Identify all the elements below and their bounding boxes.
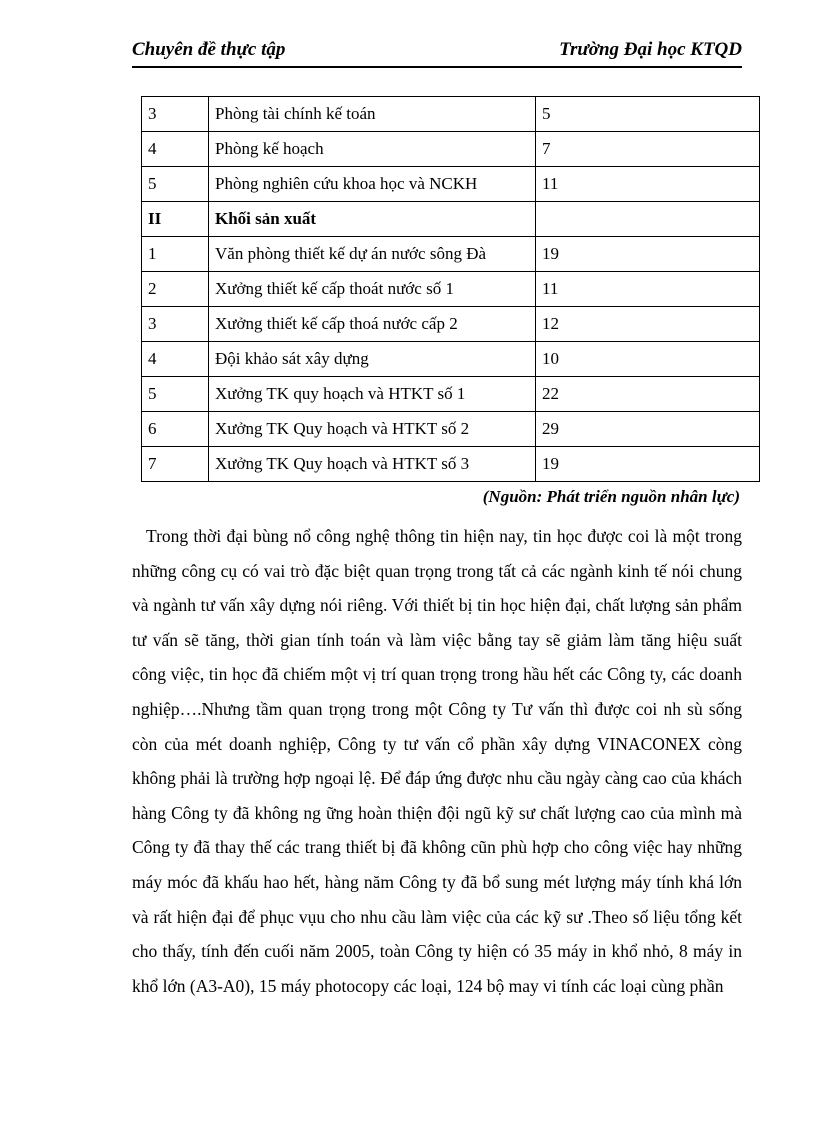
header-left-title: Chuyên đề thực tập (132, 39, 286, 60)
row-number-cell: 5 (142, 167, 209, 202)
staff-count-cell: 29 (536, 412, 760, 447)
unit-name-cell: Xưởng TK quy hoạch và HTKT số 1 (209, 377, 536, 412)
staff-count-cell (536, 202, 760, 237)
unit-name-cell: Phòng kế hoạch (209, 132, 536, 167)
row-number-cell: 4 (142, 342, 209, 377)
table-row (142, 447, 760, 482)
staff-count-cell: 19 (536, 237, 760, 272)
unit-name-cell: Xưởng thiết kế cấp thoát nước số 1 (209, 272, 536, 307)
row-number-cell: 6 (142, 412, 209, 447)
table-row (142, 342, 760, 377)
table-row (142, 132, 760, 167)
staff-count-cell: 7 (536, 132, 760, 167)
row-number-cell: 2 (142, 272, 209, 307)
table-source-note: (Nguồn: Phát triển nguồn nhân lực) (482, 487, 740, 506)
row-number-cell: 3 (142, 307, 209, 342)
table-row (142, 167, 760, 202)
staff-count-cell: 22 (536, 377, 760, 412)
table-row (142, 97, 760, 132)
table-row (142, 237, 760, 272)
unit-name-cell: Đội khảo sát xây dựng (209, 342, 536, 377)
row-number-cell: 1 (142, 237, 209, 272)
staff-count-cell: 5 (536, 97, 760, 132)
staff-count-cell: 11 (536, 167, 760, 202)
staff-count-cell: 19 (536, 447, 760, 482)
staff-count-cell: 10 (536, 342, 760, 377)
row-number-cell: 4 (142, 132, 209, 167)
page-header (132, 36, 742, 68)
unit-name-cell: Xưởng TK Quy hoạch và HTKT số 3 (209, 447, 536, 482)
unit-name-cell: Phòng nghiên cứu khoa học và NCKH (209, 167, 536, 202)
unit-name-cell: Văn phòng thiết kế dự án nước sông Đà (209, 237, 536, 272)
unit-name-cell: Xưởng thiết kế cấp thoá nước cấp 2 (209, 307, 536, 342)
row-number-cell: 5 (142, 377, 209, 412)
staff-count-cell: 11 (536, 272, 760, 307)
unit-name-cell: Khối sản xuất (209, 202, 536, 237)
table-row (142, 272, 760, 307)
unit-name-cell: Xưởng TK Quy hoạch và HTKT số 2 (209, 412, 536, 447)
unit-name-cell: Phòng tài chính kế toán (209, 97, 536, 132)
header-right-title: Trường Đại học KTQD (559, 39, 742, 60)
table-row (142, 202, 760, 237)
row-number-cell: II (142, 202, 209, 237)
body-paragraph: Trong thời đại bùng nổ công nghệ thông tin hiện nay, tin học được coi là một trong những công cụ có vai trò đặc biệt quan trọng trong tất cả các ngành kinh tế nói chung và ngành tư vấn xây dựng nói riêng. Với thiết bị tin học hiện đại, chất lượng sản phẩm tư vấn sẽ tăng, thời gian tính toán và làm việc bằng tay sẽ giảm làm tăng hiệu suất công việc, tin học đã chiếm một vị trí quan trọng trong hầu hết các Công ty, các doanh nghiệp….Nhưng tầm quan trọng trong một Công ty Tư vấn thì được coi nh sù sống còn của mét doanh nghiệp, Công ty tư vấn cổ phần xây dựng VINACONEX còng không phải là trường hợp ngoại lệ. Để đáp ứng được nhu cầu ngày càng cao của khách hàng Công ty đã không ng ững hoàn thiện đội ngũ kỹ sư chất lượng cao của mình mà Công ty đã thay thế các trang thiết bị đã không cũn phù hợp cho công việc hay những máy móc đã khấu hao hết, hàng năm Công ty đã bổ sung mét lượng máy tính khá lớn và rất hiện đại để phục vụu cho nhu cầu làm việc của các kỹ sư .Theo số liệu tổng kết cho thấy, tính đến cuối năm 2005, toàn Công ty hiện có 35 máy in khổ nhỏ, 8 máy in khổ lớn (A3-A0), 15 máy photocopy các loại, 124 bộ may vi tính các loại cùng phần (132, 526, 742, 996)
table-row (142, 377, 760, 412)
row-number-cell: 7 (142, 447, 209, 482)
row-number-cell: 3 (142, 97, 209, 132)
staff-table-body (142, 97, 760, 482)
table-row (142, 307, 760, 342)
table-row (142, 412, 760, 447)
staff-count-cell: 12 (536, 307, 760, 342)
staff-table (141, 96, 760, 482)
